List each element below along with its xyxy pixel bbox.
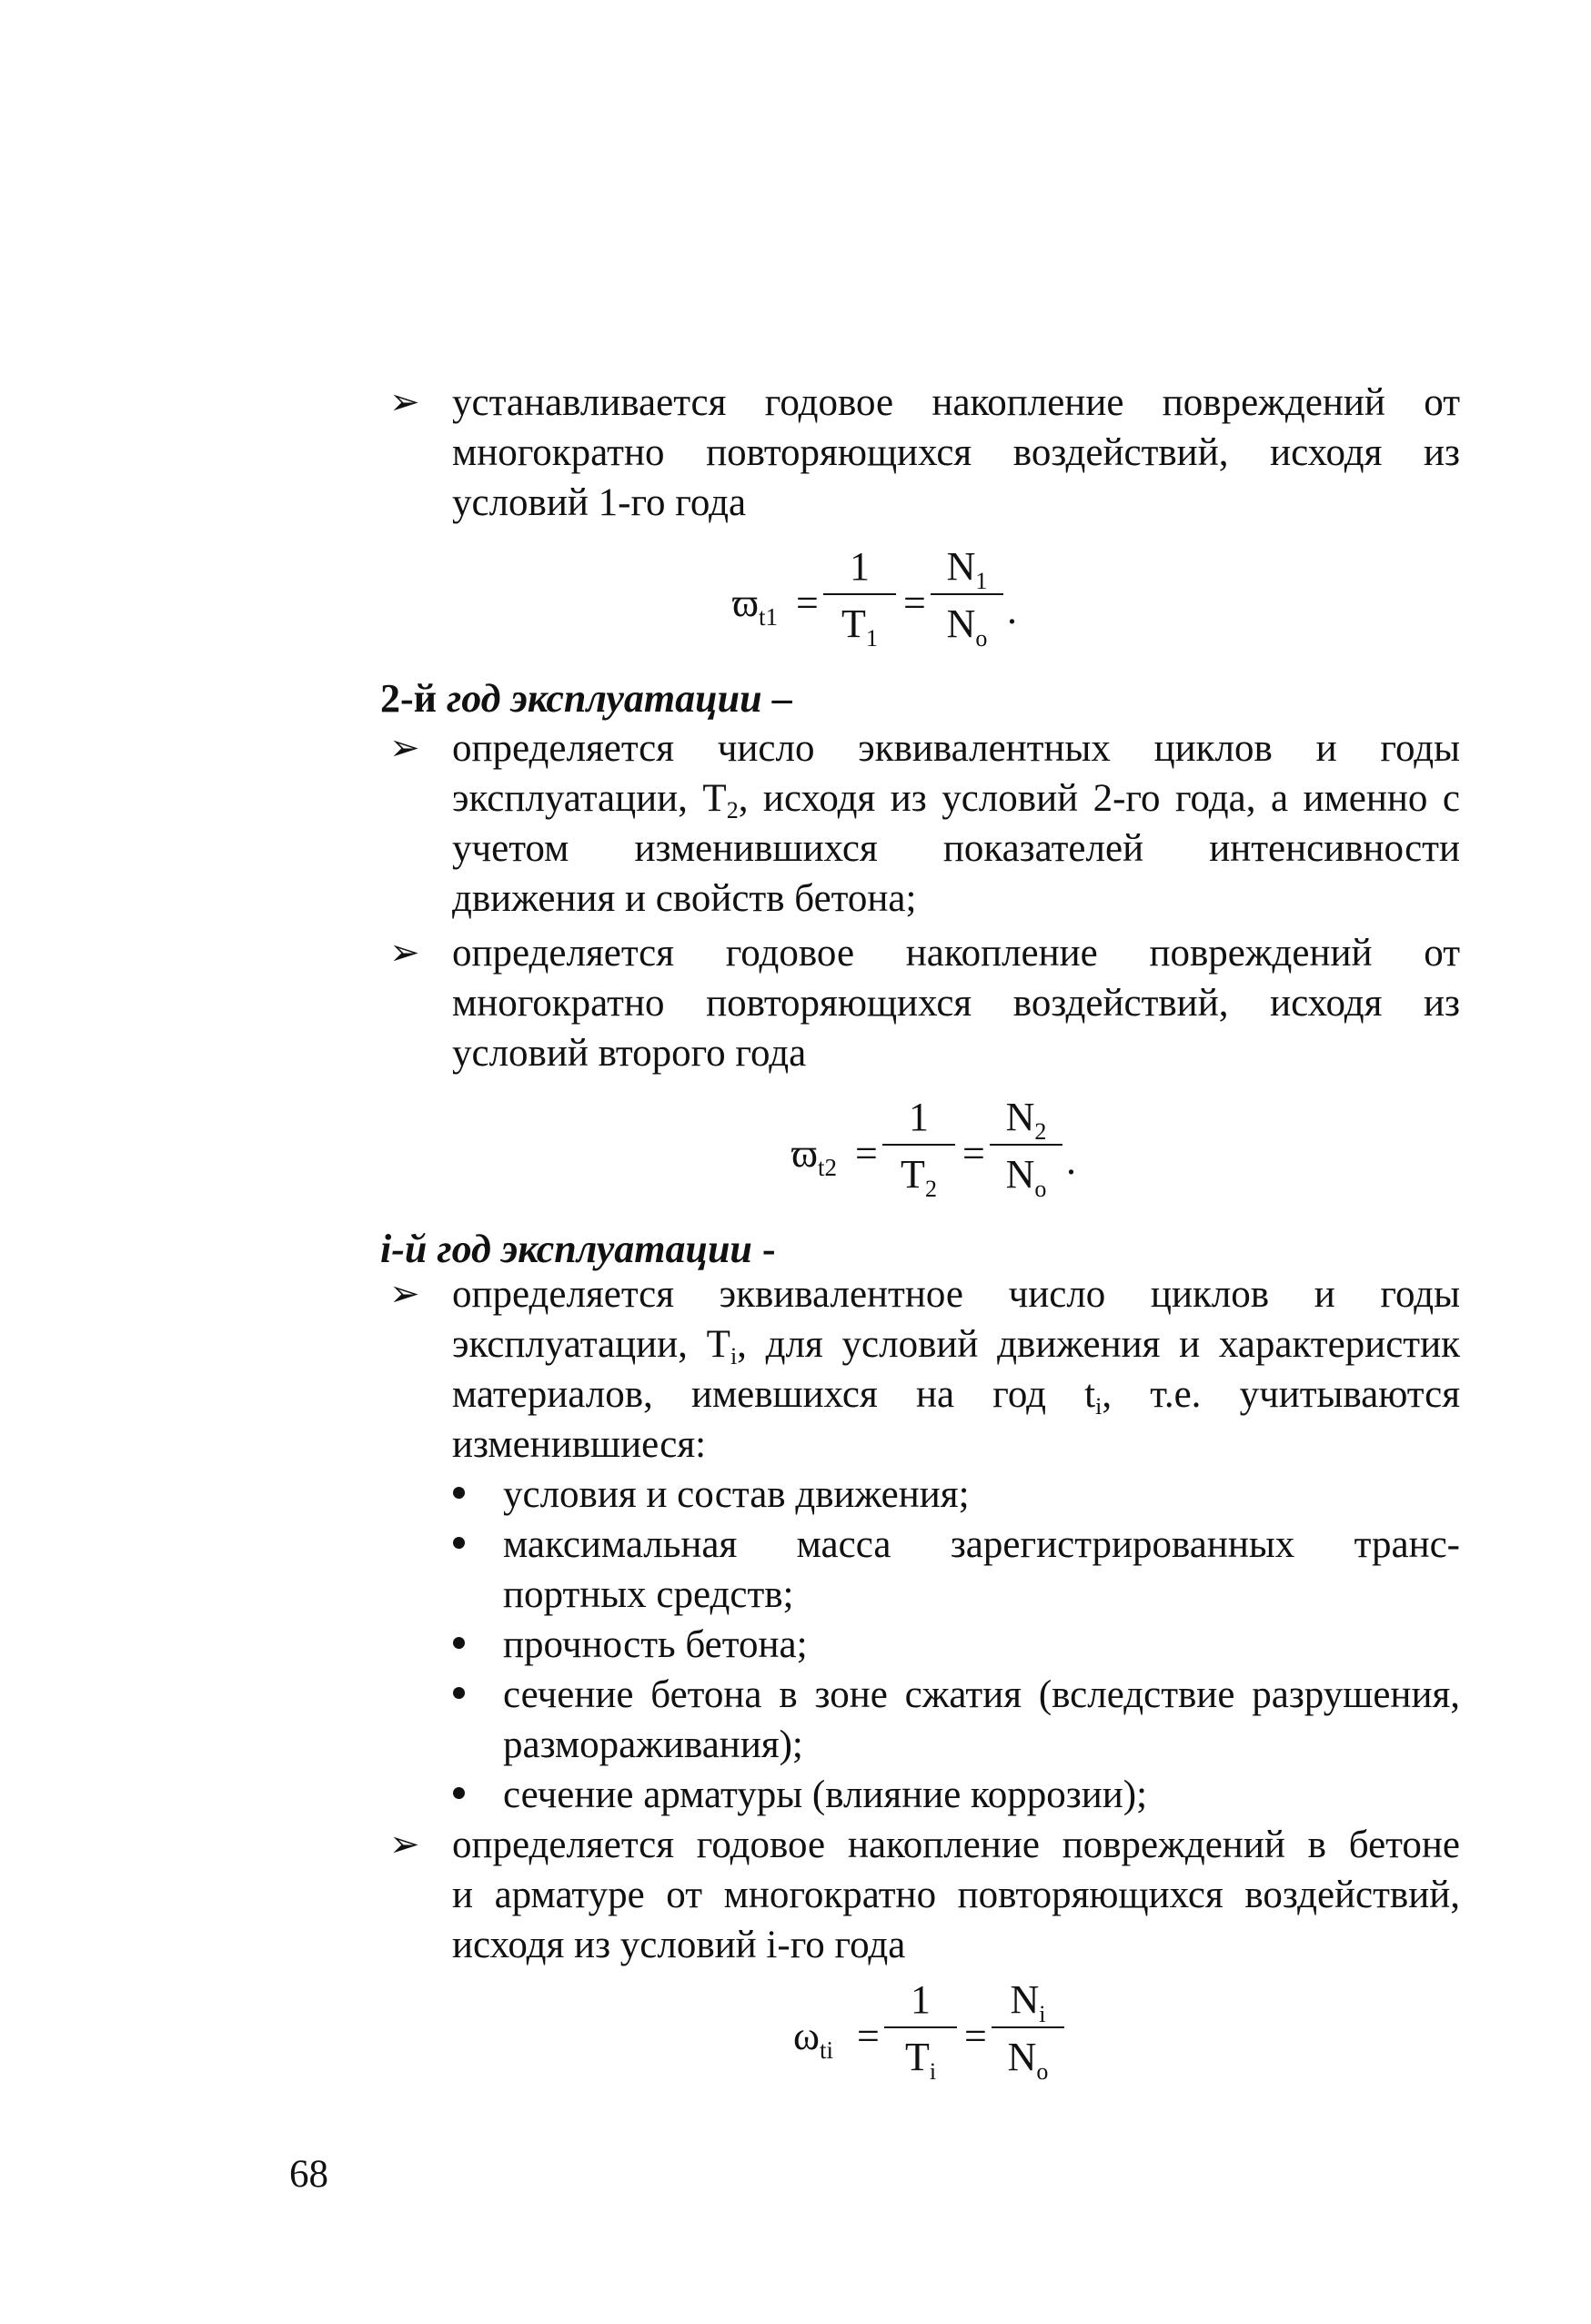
paragraph-line: эксплуатации, $Т_i$, для условий движения и характеристик: [452, 1323, 1460, 1369]
paragraph-line: определяется число эквивалентных циклов и годы: [452, 727, 1460, 770]
period: .: [1066, 1138, 1076, 1183]
formula-damage-year-2: [791, 1092, 1082, 1219]
paragraph-line: определяется годовое накопление повреждений в бетоне: [452, 1824, 1460, 1866]
fraction-N-over-No: $N_2$ $N_o$: [990, 1092, 1062, 1199]
bullet-dot-icon: [453, 1787, 465, 1799]
paragraph-line: учетом изменившихся показателей интенсивности: [452, 827, 1460, 870]
fraction-N-over-No: $N_1$ $N_o$: [931, 541, 1003, 649]
equals-sign: =: [962, 1131, 985, 1176]
bullet-line: максимальная масса зарегистрированных транс-: [503, 1523, 1460, 1566]
bullet-line: условия и состав движения;: [503, 1473, 970, 1516]
page-number: 68: [289, 2153, 328, 2196]
bullet-line: размораживания);: [503, 1723, 803, 1766]
arrow-bullet-icon: ➢: [389, 1824, 420, 1865]
paragraph-line: устанавливается годовое накопление повреждений от: [452, 381, 1460, 424]
bullet-line: прочность бетона;: [503, 1623, 808, 1666]
paragraph-line: материалов, имевшихся на год $t_i$, т.е. учитываются: [452, 1373, 1460, 1420]
arrow-bullet-icon: ➢: [389, 1273, 420, 1315]
formula-lhs: $\omega_{ti}$: [793, 2014, 833, 2064]
paragraph-line: условий 1-го года: [452, 481, 747, 524]
fraction-N-over-No: $N_i$ $N_o$: [992, 1975, 1064, 2082]
paragraph-line: определяется годовое накопление повреждений от: [452, 932, 1460, 975]
bullet-dot-icon: [453, 1537, 465, 1549]
paragraph-line: многократно повторяющихся воздействий, исходя из: [452, 982, 1460, 1025]
fraction-1-over-T: 1 $T_i$: [884, 1975, 957, 2082]
bullet-line: сечение арматуры (влияние коррозии);: [503, 1773, 1148, 1816]
bullet-line: портных средств;: [503, 1573, 794, 1616]
paragraph-line: и арматуре от многократно повторяющихся воздействий,: [452, 1874, 1460, 1916]
equals-sign: =: [796, 581, 819, 625]
bullet-dot-icon: [453, 1637, 465, 1649]
bullet-line: сечение бетона в зоне сжатия (вследствие разрушения,: [503, 1673, 1460, 1716]
paragraph-line: определяется эквивалентное число циклов и годы: [452, 1273, 1460, 1316]
paragraph-line: условий второго года: [452, 1032, 807, 1075]
paragraph-line: движения и свойств бетона;: [452, 877, 917, 920]
paragraph-line: исходя из условий i-го года: [452, 1924, 906, 1966]
fraction-1-over-T: 1 $T_2$: [882, 1092, 955, 1199]
section-heading-year-i: i-й год эксплуатации -: [380, 1227, 776, 1271]
formula-damage-year-i: [793, 1975, 1084, 2102]
equals-sign: =: [903, 581, 926, 625]
bullet-dot-icon: [453, 1487, 465, 1499]
formula-lhs: $ϖ_{t1}$: [732, 581, 778, 631]
arrow-bullet-icon: ➢: [389, 727, 420, 769]
equals-sign: =: [964, 2014, 987, 2058]
section-heading-year-2: 2-й год эксплуатации –: [380, 676, 792, 721]
equals-sign: =: [857, 2014, 880, 2058]
paragraph-line: эксплуатации, $Т_2$, исходя из условий 2-го года, а именно с: [452, 777, 1460, 824]
paragraph-line: изменившиеся:: [452, 1423, 707, 1466]
bullet-dot-icon: [453, 1687, 465, 1699]
fraction-1-over-T: 1 $T_1$: [823, 541, 896, 649]
period: .: [1007, 588, 1017, 632]
formula-lhs: $ϖ_{t2}$: [791, 1131, 837, 1181]
paragraph-line: многократно повторяющихся воздействий, исходя из: [452, 431, 1460, 474]
equals-sign: =: [855, 1131, 878, 1176]
arrow-bullet-icon: ➢: [389, 381, 420, 423]
arrow-bullet-icon: ➢: [389, 932, 420, 974]
formula-damage-year-1: [732, 541, 1023, 669]
